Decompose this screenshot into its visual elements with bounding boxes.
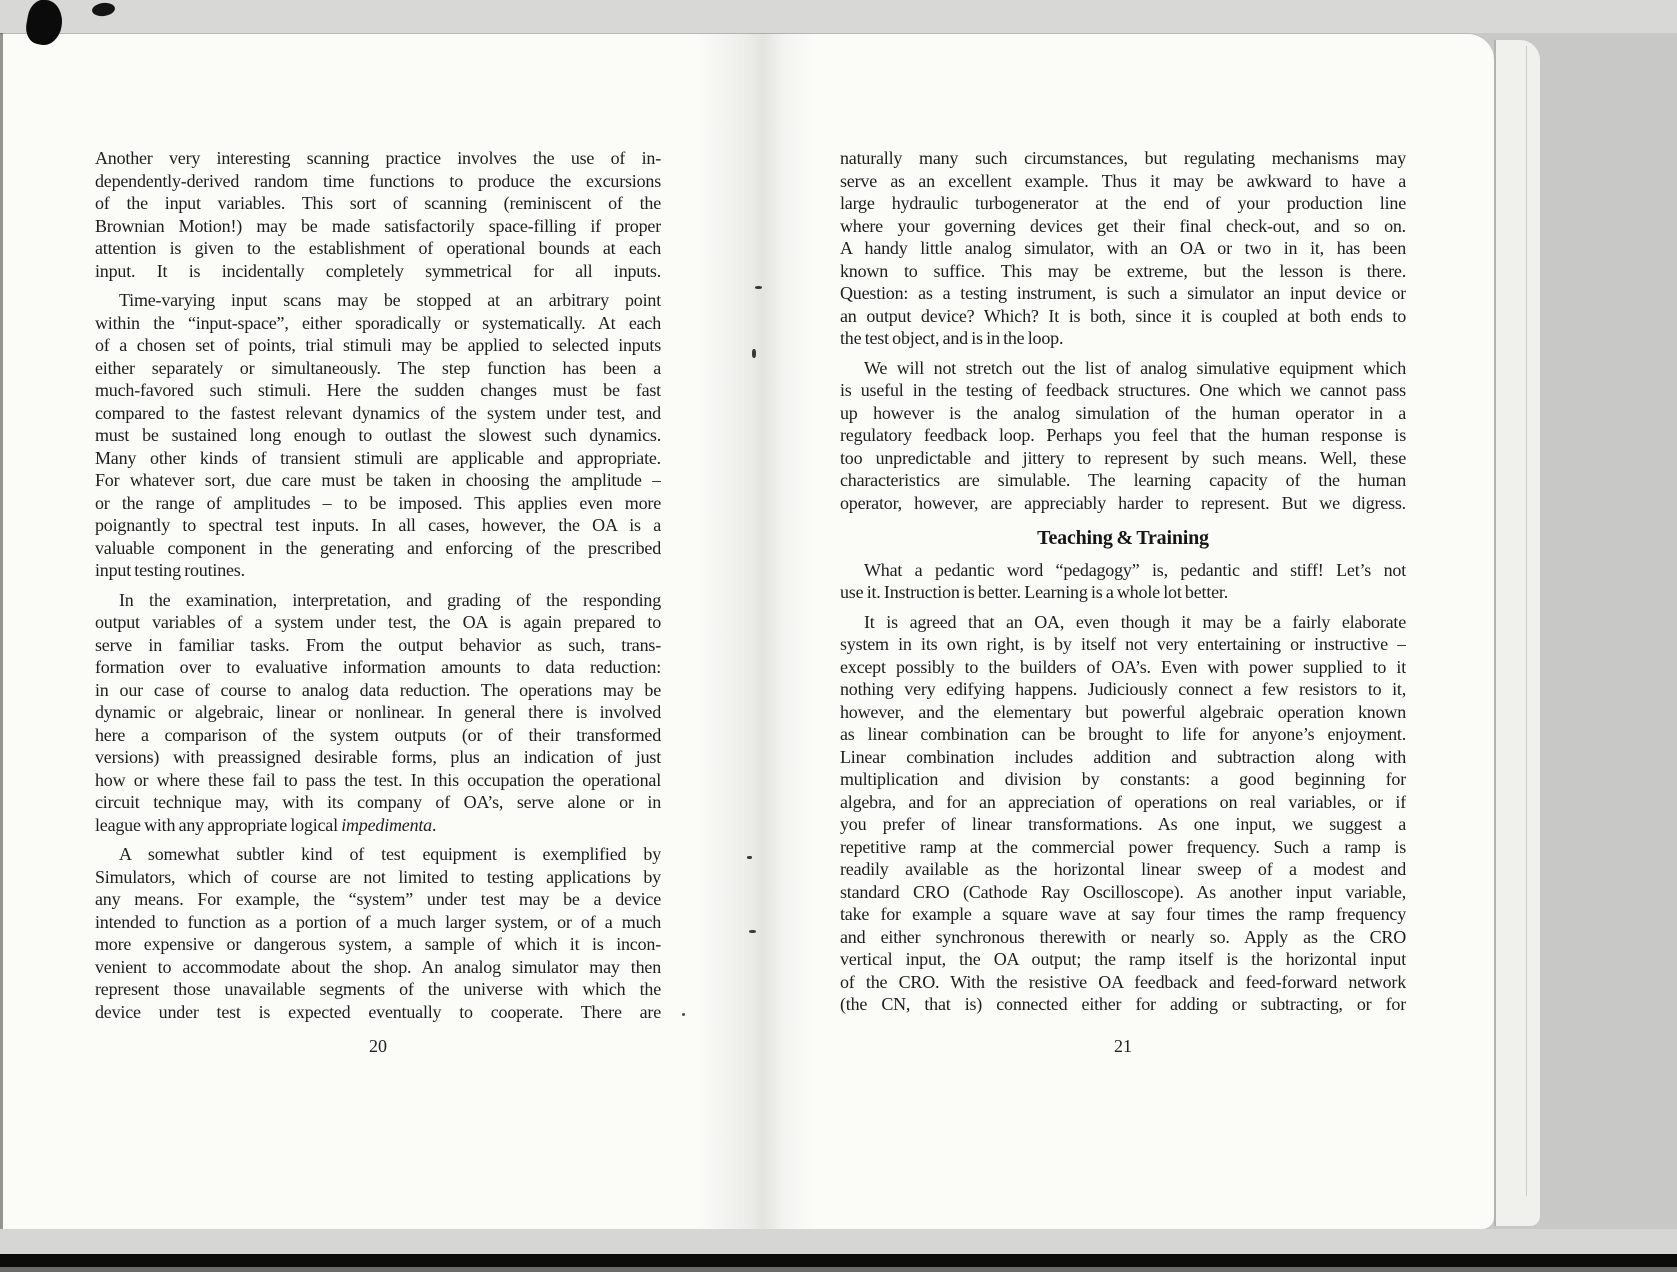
text-line: however, and the elementary but powerful algebraic operation known — [840, 701, 1406, 722]
text-line: Many other kinds of transient stimuli are applicable and appropriate. — [95, 447, 661, 468]
page-gutter-shadow — [698, 33, 814, 1229]
scan-speck — [682, 1013, 685, 1016]
scanner-background-bottom — [0, 1229, 1677, 1256]
text-line: must be sustained long enough to outlast the slowest such dynamics. — [95, 425, 661, 445]
text-line: up however is the analog simulation of the human operator in a — [840, 402, 1406, 423]
text-line: where your governing devices get their final check-out, and so on. — [840, 215, 1406, 236]
text-line: intended to function as a portion of a much larger system, or of a much — [95, 911, 661, 932]
paragraph — [95, 843, 661, 1023]
text-line: represent those unavailable segments of the universe with which the — [95, 979, 661, 999]
text-line: Another very interesting scanning practice involves the use of in- — [95, 148, 661, 168]
text-line: A somewhat subtler kind of test equipment is exemplified by — [119, 844, 661, 864]
text-line: use it. Instruction is better. Learning is a whole lot better. — [840, 582, 1229, 602]
text-line: What a pedantic word “pedagogy” is, pedantic and stiff! Let’s not — [864, 559, 1406, 580]
text-line: is useful in the testing of feedback structures. One which we cannot pass — [840, 380, 1406, 400]
text-line: serve as an excellent example. Thus it may be awkward to have a — [840, 170, 1406, 191]
text-line: take for example a square wave at say four times the ramp frequency — [840, 904, 1406, 924]
paragraph — [840, 147, 1406, 350]
text-line: of the input variables. This sort of scanning (reminiscent of the — [95, 193, 661, 213]
text-line: regulatory feedback loop. Perhaps you feel that the human response is — [840, 425, 1406, 445]
scan-speck — [752, 349, 756, 358]
text-line: formation over to evaluative information amounts to data reduction: — [95, 657, 661, 677]
text-line: Simulators, which of course are not limited to testing applications by — [95, 866, 661, 887]
page-edge-stack — [1494, 40, 1540, 1226]
text-line: Question: as a testing instrument, is such a simulator an input device or — [840, 283, 1406, 303]
text-line: dependently-derived random time functions to produce the excursions — [95, 170, 661, 191]
text-line: more expensive or dangerous system, a sample of which it is incon- — [95, 934, 661, 954]
text-line: known to suffice. This may be extreme, but the lesson is there. — [840, 260, 1406, 281]
text-line: the test object, and is in the loop. — [840, 328, 1064, 348]
text-line: repetitive ramp at the commercial power frequency. Such a ramp is — [840, 836, 1406, 857]
text-line: algebra, and for an appreciation of operations on real variables, or if — [840, 791, 1406, 812]
text-line: We will not stretch out the list of analog simulative equipment which — [864, 357, 1406, 378]
paragraph — [840, 611, 1406, 1016]
text-line: any means. For example, the “system” under test may be a device — [95, 889, 661, 909]
text-line: input. It is incidentally completely symmetrical for all inputs. — [95, 260, 661, 281]
text-line: you prefer of linear transformations. As one input, we suggest a — [840, 814, 1406, 834]
text-line: Brownian Motion!) may be made satisfactorily space-filling if proper — [95, 215, 661, 236]
text-line: an output device? Which? It is both, since it is coupled at both ends to — [840, 305, 1406, 326]
text-line: naturally many such circumstances, but regulating mechanisms may — [840, 148, 1406, 168]
text-line: Time-varying input scans may be stopped at an arbitrary point — [119, 290, 661, 310]
text-line: here a comparison of the system outputs (or of their transformed — [95, 724, 661, 745]
paragraph — [95, 589, 661, 837]
text-line: of the CRO. With the resistive OA feedback and feed-forward network — [840, 971, 1406, 992]
text-line: multiplication and division by constants: a good beginning for — [840, 769, 1406, 789]
text-line: standard CRO (Cathode Ray Oscilloscope). As another input variable, — [840, 881, 1406, 902]
text-line: vertical input, the OA output; the ramp itself is the horizontal input — [840, 949, 1406, 969]
text-line: output variables of a system under test, the OA is again prepared to — [95, 612, 661, 632]
text-line: input testing routines. — [95, 560, 245, 580]
text-line: league with any appropriate logical impedimenta. — [95, 814, 437, 835]
text-line: within the “input-space”, either sporadically or systematically. At each — [95, 312, 661, 333]
text-line: venient to accommodate about the shop. An analog simulator may then — [95, 956, 661, 977]
text-line: in our case of course to analog data reduction. The operations may be — [95, 679, 661, 700]
text-line: (the CN, that is) connected either for adding or subtracting, or for — [840, 994, 1406, 1014]
scan-speck — [747, 856, 752, 859]
paragraph — [840, 357, 1406, 515]
text-line: In the examination, interpretation, and grading of the responding — [119, 589, 661, 610]
paragraph — [840, 559, 1406, 604]
text-line: It is agreed that an OA, even though it may be a fairly elaborate — [864, 611, 1406, 632]
text-line: serve in familiar tasks. From the output behavior as such, trans- — [95, 634, 661, 655]
text-line: poignantly to spectral test inputs. In all cases, however, the OA is a — [95, 515, 661, 535]
scan-speck — [749, 930, 756, 933]
text-line: device under test is expected eventually to cooperate. There are — [95, 1001, 661, 1022]
text-line: too unpredictable and jittery to represent by such means. Well, these — [840, 447, 1406, 468]
text-line: readily available as the horizontal linear sweep of a modest and — [840, 859, 1406, 879]
text-line: as linear combination can be brought to life for anyone’s enjoyment. — [840, 724, 1406, 744]
text-line: compared to the fastest relevant dynamics of the system under test, and — [95, 402, 661, 423]
text-line: Linear combination includes addition and subtraction along with — [840, 746, 1406, 767]
text-line: system in its own right, is by itself not very entertaining or instructive – — [840, 634, 1406, 654]
scan-speck — [755, 286, 762, 289]
scanner-background-top — [0, 0, 1677, 33]
text-line: and either synchronous therewith or nearly so. Apply as the CRO — [840, 926, 1406, 947]
page-21-text-column — [840, 147, 1406, 1016]
page-number-left: 20 — [369, 1036, 387, 1056]
text-line: large hydraulic turbogenerator at the end of your production line — [840, 193, 1406, 213]
page-number-right: 21 — [1114, 1036, 1132, 1056]
text-line: or the range of amplitudes – to be imposed. This applies even more — [95, 492, 661, 513]
section-heading: Teaching & Training — [1037, 527, 1209, 549]
paragraph — [95, 147, 661, 282]
page-left-edge — [0, 33, 3, 1229]
text-line: characteristics are simulable. The learning capacity of the human — [840, 470, 1406, 490]
text-line: nothing very edifying happens. Judiciously connect a few resistors to it, — [840, 679, 1406, 699]
text-line: operator, however, are appreciably harder to represent. But we digress. — [840, 492, 1406, 513]
text-line: much-favored such stimuli. Here the sudden changes must be fast — [95, 380, 661, 400]
scan-edge-black-band — [0, 1254, 1677, 1267]
scan-edge-shadow — [0, 1267, 1677, 1272]
text-line: versions) with preassigned desirable forms, plus an indication of just — [95, 747, 661, 767]
text-line: dynamic or algebraic, linear or nonlinear. In general there is involved — [95, 702, 661, 722]
text-line: how or where these fail to pass the test. In this occupation the operational — [95, 769, 661, 790]
paragraph — [95, 289, 661, 582]
text-line: valuable component in the generating and enforcing of the prescribed — [95, 537, 661, 558]
page-20-text-column — [95, 147, 661, 1023]
text-line: of a chosen set of points, trial stimuli may be applied to selected inputs — [95, 335, 661, 355]
text-line: circuit technique may, with its company of OA’s, serve alone or in — [95, 792, 661, 812]
text-line: For whatever sort, due care must be taken in choosing the amplitude – — [95, 470, 661, 490]
text-line: either separately or simultaneously. The step function has been a — [95, 357, 661, 378]
text-line: attention is given to the establishment of operational bounds at each — [95, 238, 661, 258]
text-line: A handy little analog simulator, with an OA or two in it, has been — [840, 238, 1406, 258]
text-line: except possibly to the builders of OA’s. Even with power supplied to it — [840, 656, 1406, 677]
